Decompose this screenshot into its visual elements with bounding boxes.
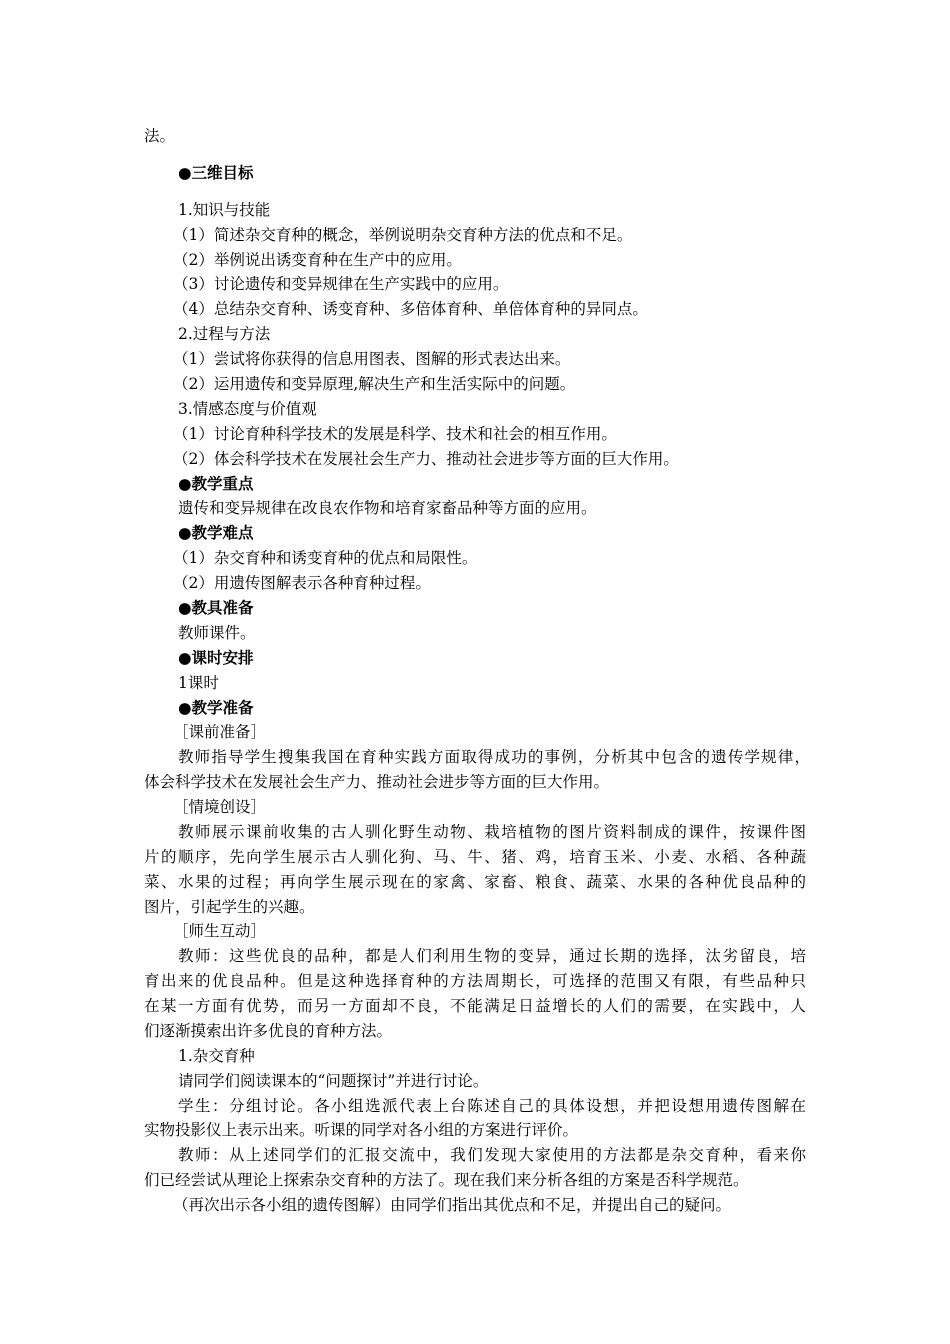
paragraph-line: 们已经尝试从理论上探索杂交育种的方法了。现在我们来分析各组的方案是否科学规范。 — [144, 1171, 749, 1189]
subheading: 1.知识与技能 — [178, 201, 271, 219]
list-item: （2）举例说出诱变育种在生产中的应用。 — [173, 251, 462, 269]
bracket-heading: ［师生互动］ — [173, 922, 267, 940]
paragraph-line: 片的顺序，先向学生展示古人驯化狗、马、牛、猪、鸡，培育玉米、小麦、水稻、各种蔬 — [144, 848, 806, 866]
subheading: 2.过程与方法 — [178, 325, 271, 343]
paragraph-line: 请同学们阅读课本的“问题探讨”并进行讨论。 — [178, 1072, 489, 1090]
text-line: 遗传和变异规律在改良农作物和培育家畜品种等方面的应用。 — [178, 499, 597, 517]
section-heading: ●教学准备 — [178, 699, 254, 717]
text-line: 教师课件。 — [178, 624, 256, 642]
list-item: （2）运用遗传和变异原理,解决生产和生活实际中的问题。 — [173, 375, 576, 393]
list-item: （2）用遗传图解表示各种育种过程。 — [173, 574, 431, 592]
section-heading: ●三维目标 — [178, 164, 254, 182]
paragraph-line: 教师展示课前收集的古人驯化野生动物、栽培植物的图片资料制成的课件，按课件图 — [178, 823, 806, 841]
paragraph-line: 学生：分组讨论。各小组选派代表上台陈述自己的具体设想，并把设想用遗传图解在 — [178, 1097, 806, 1115]
text-line: 法。 — [144, 127, 176, 145]
subheading: 3.情感态度与价值观 — [178, 400, 317, 418]
text-line: 1课时 — [178, 674, 219, 692]
list-item: （2）体会科学技术在发展社会生产力、推动社会进步等方面的巨大作用。 — [173, 450, 679, 468]
paragraph-line: 实物投影仪上表示出来。听课的同学对各小组的方案进行评价。 — [144, 1121, 579, 1139]
list-item: （1）杂交育种和诱变育种的优点和局限性。 — [173, 549, 478, 567]
paragraph-line: 教师指导学生搜集我国在育种实践方面取得成功的事例，分析其中包含的遗传学规律， — [178, 748, 810, 766]
list-item: （1）讨论育种科学技术的发展是科学、技术和社会的相互作用。 — [173, 425, 617, 443]
paragraph-line: 们逐渐摸索出许多优良的育种方法。 — [144, 1022, 393, 1040]
paragraph-line: 教师：这些优良的品种，都是人们利用生物的变异，通过长期的选择，汰劣留良，培 — [178, 947, 806, 965]
section-heading: ●教学难点 — [178, 524, 254, 542]
subheading: 1.杂交育种 — [178, 1047, 255, 1065]
section-heading: ●教学重点 — [178, 475, 254, 493]
list-item: （3）讨论遗传和变异规律在生产实践中的应用。 — [173, 275, 509, 293]
paragraph-line: 图片，引起学生的兴趣。 — [144, 898, 315, 916]
list-item: （1）简述杂交育种的概念，举例说明杂交育种方法的优点和不足。 — [173, 226, 633, 244]
list-item: （1）尝试将你获得的信息用图表、图解的形式表达出来。 — [173, 350, 571, 368]
paragraph-line: 育出来的优良品种。但是这种选择育种的方法周期长，可选择的范围又有限，有些品种只 — [144, 972, 806, 990]
section-heading: ●课时安排 — [178, 649, 254, 667]
paragraph-line: 菜、水果的过程；再向学生展示现在的家禽、家畜、粮食、蔬菜、水果的各种优良品种的 — [144, 873, 806, 891]
paragraph-line: 教师：从上述同学们的汇报交流中，我们发现大家使用的方法都是杂交育种，看来你 — [178, 1146, 806, 1164]
paragraph-line: （再次出示各小组的遗传图解）由同学们指出其优点和不足，并提出自己的疑问。 — [173, 1196, 732, 1214]
section-heading: ●教具准备 — [178, 599, 254, 617]
paragraph-line: 在某一方面有优势，而另一方面却不良，不能满足日益增长的人们的需要，在实践中，人 — [144, 997, 806, 1015]
paragraph-line: 体会科学技术在发展社会生产力、推动社会进步等方面的巨大作用。 — [144, 773, 610, 791]
bracket-heading: ［情境创设］ — [173, 798, 267, 816]
bracket-heading: ［课前准备］ — [173, 723, 267, 741]
list-item: （4）总结杂交育种、诱变育种、多倍体育种、单倍体育种的异同点。 — [173, 300, 648, 318]
